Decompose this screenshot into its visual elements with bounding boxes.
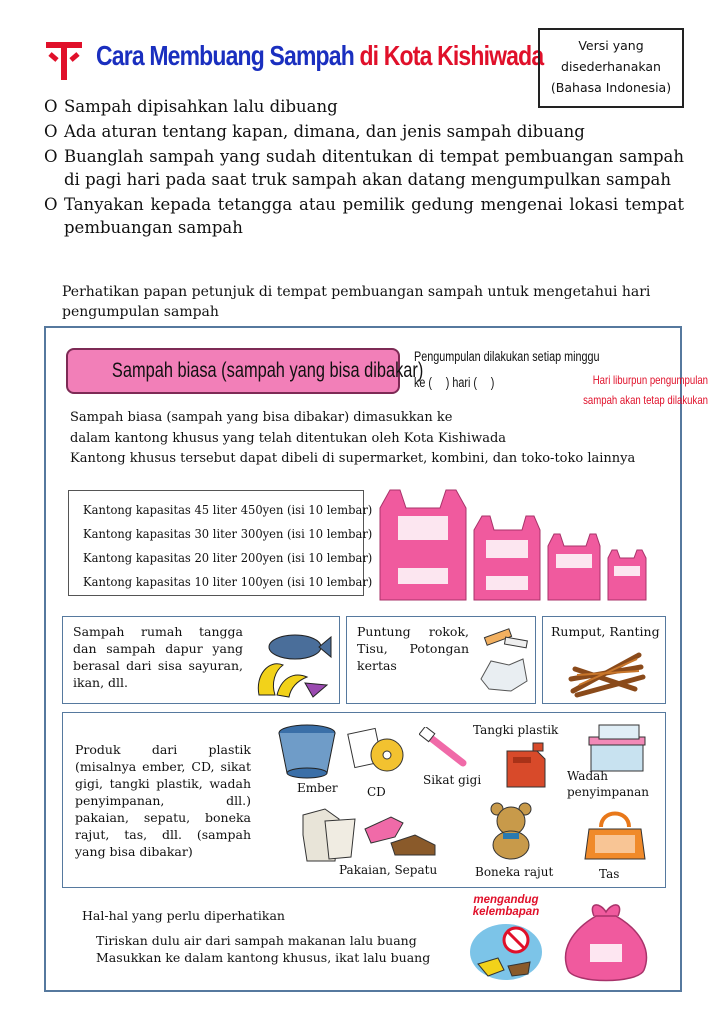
collection-notice: Perhatikan papan petunjuk di tempat pembuangan sampah untuk mengetahui hari pengumpulan sampah xyxy=(62,284,651,320)
circle-bullet-icon: O xyxy=(44,97,58,116)
version-box: Versi yang disederhanakan (Bahasa Indonesia) xyxy=(538,28,684,108)
cd-icon xyxy=(347,725,407,781)
burnable-title: Sampah biasa (sampah yang bisa dibakar) xyxy=(66,348,400,394)
tissue-cigarette-icon xyxy=(475,625,533,697)
rules-list xyxy=(44,95,684,241)
circle-bullet-icon: O xyxy=(44,195,58,214)
circle-bullet-icon: O xyxy=(44,122,58,141)
bag-price-item: Kantong kapasitas 30 liter 300yen (isi 10 lembar) xyxy=(83,526,373,541)
kitchen-waste-card: Sampah rumah tangga dan sampah dapur yang berasal dari sisa sayuran, ikan, dll. xyxy=(62,616,340,704)
moisture-warning: mengandug kelembapan xyxy=(472,894,540,918)
grass-waste-card: Rumput, Ranting xyxy=(542,616,666,704)
plastic-tank-icon xyxy=(503,741,549,789)
clothes-shoes-icon xyxy=(295,805,445,865)
paper-waste-card: Puntung rokok, Tisu, Potongan kertas xyxy=(346,616,536,704)
storage-container-icon xyxy=(585,723,649,775)
bag-price-item: Kantong kapasitas 20 liter 200yen (isi 10 lembar) xyxy=(83,550,373,565)
page-title: Cara Membuang Sampah di Kota Kishiwada xyxy=(96,40,544,71)
circle-bullet-icon: O xyxy=(44,147,58,166)
care-instructions: Tiriskan dulu air dari sampah makanan lalu buang Masukkan ke dalam kantong khusus, ikat lalu buang xyxy=(96,933,431,965)
list-item: O Tanyakan kepada tetangga atau pemilik gedung mengenai lokasi tempat pembuangan sampah xyxy=(44,195,684,237)
bag-price-list xyxy=(68,490,373,596)
no-moisture-icon xyxy=(468,918,544,980)
list-item: O Ada aturan tentang kapan, dimana, dan jenis sampah dibuang xyxy=(44,122,585,141)
collection-schedule: Pengumpulan dilakukan setiap minggu ke ( ) hari ( ) xyxy=(414,349,600,390)
list-item: O Buanglah sampah yang sudah ditentukan di tempat pembuangan sampah di pagi hari pada saat truk sampah akan datang mengumpulkan sampah xyxy=(44,147,684,189)
holiday-note: Hari liburpun pengumpulan sampah akan tetap dilakukan xyxy=(583,373,708,407)
bag-price-item: Kantong kapasitas 10 liter 100yen (isi 10 lembar) xyxy=(83,574,373,589)
food-scraps-icon xyxy=(249,625,333,699)
bag-description: Sampah biasa (sampah yang bisa dibakar) dimasukkan ke dalam kantong khusus yang telah ditentukan oleh Kota Kishiwada Kantong khusus tersebut dapat dibeli di supermarket, kombini, dan toko-toko lainnya xyxy=(70,410,636,466)
tied-bag-icon xyxy=(560,900,652,986)
bag-price-item: Kantong kapasitas 45 liter 450yen (isi 10 lembar) xyxy=(83,502,373,517)
garbage-bags-icon xyxy=(378,488,668,602)
list-item: O Sampah dipisahkan lalu dibuang xyxy=(44,97,338,116)
toothbrush-icon xyxy=(419,727,469,769)
kishiwada-emblem-icon xyxy=(44,38,84,82)
bag-icon xyxy=(583,805,647,861)
plastic-products-card: Produk dari plastik (misalnya ember, CD, sikat gigi, tangki plastik, wadah penyimpanan, dll.) pakaian, sepatu, boneka rajut, tas, dll. (sampah yang bisa dibakar) Ember CD Sikat gigi Tangki plastik Wadah penyimpanan Pakaian, Sepatu Boneka rajut Tas xyxy=(62,712,666,888)
branches-icon xyxy=(567,645,647,699)
stuffed-toy-icon xyxy=(483,801,539,861)
bucket-icon xyxy=(275,723,339,779)
care-heading: Hal-hal yang perlu diperhatikan xyxy=(82,908,285,923)
